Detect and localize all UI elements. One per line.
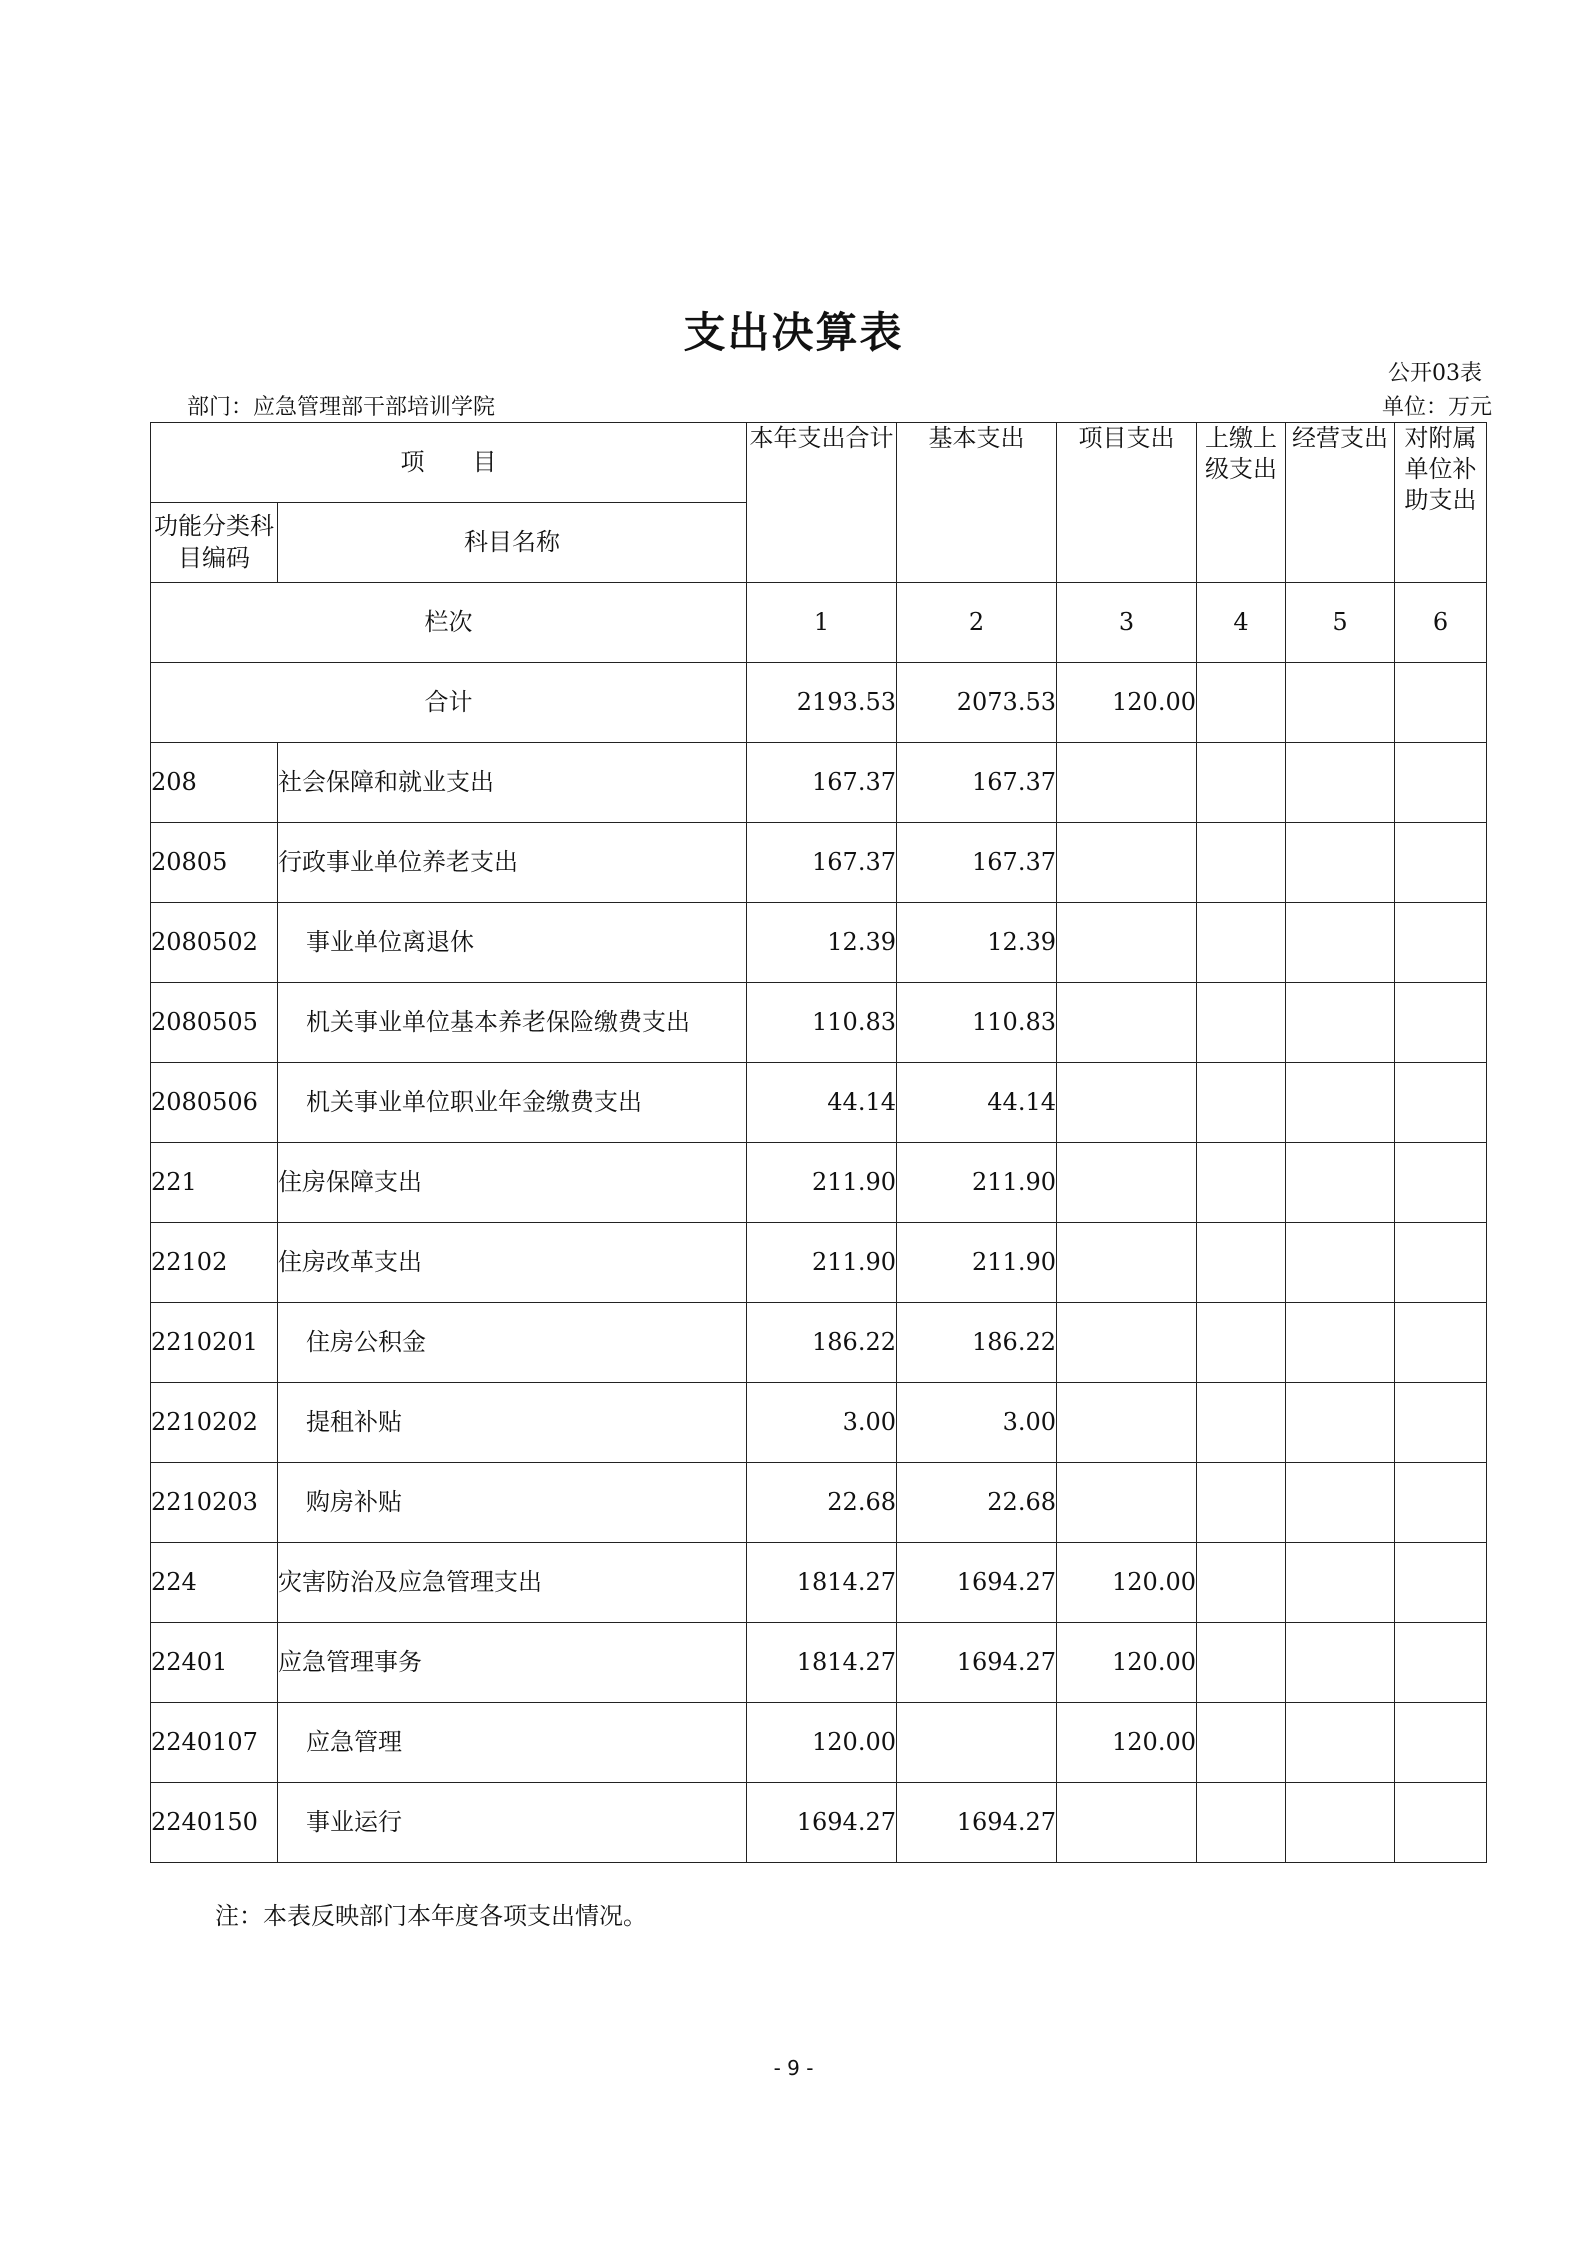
amount-cell: 44.14 — [747, 1063, 897, 1143]
amount-cell — [1197, 1543, 1286, 1623]
amount-cell — [1197, 1383, 1286, 1463]
amount-cell: 186.22 — [897, 1303, 1057, 1383]
amount-cell: 1694.27 — [897, 1623, 1057, 1703]
amount-cell: 167.37 — [747, 743, 897, 823]
amount-cell — [1197, 1463, 1286, 1543]
amount-cell — [1395, 1623, 1487, 1703]
amount-cell — [1286, 1623, 1395, 1703]
amount-cell: 110.83 — [897, 983, 1057, 1063]
subject-name: 应急管理事务 — [278, 1623, 747, 1703]
subject-code: 2210202 — [151, 1383, 278, 1463]
amount-cell: 211.90 — [897, 1223, 1057, 1303]
amount-cell — [1197, 1223, 1286, 1303]
amount-cell — [1286, 1703, 1395, 1783]
amount-cell: 110.83 — [747, 983, 897, 1063]
amount-cell — [1057, 1463, 1197, 1543]
header-row-1 — [151, 423, 1487, 503]
header-subsidiary-subsidy: 对附属单位补助支出 — [1395, 423, 1487, 583]
amount-cell — [1057, 983, 1197, 1063]
table-row — [151, 983, 1487, 1063]
column-index-label: 栏次 — [151, 583, 747, 663]
amount-cell — [1395, 1783, 1487, 1863]
subject-code: 20805 — [151, 823, 278, 903]
header-subject-name: 科目名称 — [278, 503, 747, 583]
amount-cell: 1694.27 — [897, 1783, 1057, 1863]
total-value: 2073.53 — [897, 663, 1057, 743]
subject-name: 事业运行 — [278, 1783, 747, 1863]
total-label: 合计 — [151, 663, 747, 743]
amount-cell: 22.68 — [897, 1463, 1057, 1543]
table-row — [151, 1383, 1487, 1463]
amount-cell — [1395, 1383, 1487, 1463]
amount-cell — [1057, 1143, 1197, 1223]
amount-cell: 211.90 — [897, 1143, 1057, 1223]
amount-cell — [1197, 1303, 1286, 1383]
header-project: 项 目 — [151, 423, 747, 503]
subject-code: 2240107 — [151, 1703, 278, 1783]
amount-cell — [1286, 1783, 1395, 1863]
header-project-expenditure: 项目支出 — [1057, 423, 1197, 583]
amount-cell — [1395, 743, 1487, 823]
subject-code: 22102 — [151, 1223, 278, 1303]
subject-name: 社会保障和就业支出 — [278, 743, 747, 823]
amount-cell: 167.37 — [897, 743, 1057, 823]
amount-cell: 3.00 — [897, 1383, 1057, 1463]
amount-cell — [1197, 1063, 1286, 1143]
table-row — [151, 1463, 1487, 1543]
amount-cell — [1286, 1063, 1395, 1143]
page-number: - 9 - — [773, 2056, 814, 2080]
amount-cell: 1694.27 — [897, 1543, 1057, 1623]
table-row — [151, 1783, 1487, 1863]
expenditure-table — [150, 422, 1487, 1863]
amount-cell — [1057, 823, 1197, 903]
table-row — [151, 1623, 1487, 1703]
amount-cell: 1814.27 — [747, 1543, 897, 1623]
amount-cell — [1197, 983, 1286, 1063]
subject-name: 提租补贴 — [278, 1383, 747, 1463]
unit-label: 单位：万元 — [1381, 395, 1492, 420]
header-code: 功能分类科目编码 — [151, 503, 278, 583]
amount-cell: 44.14 — [897, 1063, 1057, 1143]
amount-cell — [1057, 1783, 1197, 1863]
amount-cell — [1395, 1703, 1487, 1783]
amount-cell: 12.39 — [897, 903, 1057, 983]
column-index-row — [151, 583, 1487, 663]
department-label: 部门：应急管理部干部培训学院 — [187, 395, 496, 420]
column-index-cell: 1 — [747, 583, 897, 663]
amount-cell — [1395, 1143, 1487, 1223]
amount-cell — [1197, 743, 1286, 823]
page-title: 支出决算表 — [683, 308, 904, 357]
subject-code: 224 — [151, 1543, 278, 1623]
amount-cell: 3.00 — [747, 1383, 897, 1463]
subject-name: 住房改革支出 — [278, 1223, 747, 1303]
table-row — [151, 823, 1487, 903]
amount-cell — [1395, 1463, 1487, 1543]
amount-cell: 120.00 — [1057, 1543, 1197, 1623]
amount-cell — [1057, 743, 1197, 823]
amount-cell — [1286, 1303, 1395, 1383]
amount-cell — [1286, 903, 1395, 983]
subject-code: 2240150 — [151, 1783, 278, 1863]
amount-cell: 12.39 — [747, 903, 897, 983]
amount-cell — [1197, 1623, 1286, 1703]
subject-code: 2080505 — [151, 983, 278, 1063]
amount-cell — [1286, 1463, 1395, 1543]
amount-cell: 1814.27 — [747, 1623, 897, 1703]
amount-cell — [1197, 1143, 1286, 1223]
table-row — [151, 1703, 1487, 1783]
amount-cell: 120.00 — [1057, 1703, 1197, 1783]
column-index-cell: 6 — [1395, 583, 1487, 663]
header-business-expenditure: 经营支出 — [1286, 423, 1395, 583]
column-index-cell: 2 — [897, 583, 1057, 663]
amount-cell — [1057, 903, 1197, 983]
header-total-expenditure: 本年支出合计 — [747, 423, 897, 583]
amount-cell: 211.90 — [747, 1143, 897, 1223]
subject-code: 2210203 — [151, 1463, 278, 1543]
amount-cell — [1197, 1783, 1286, 1863]
amount-cell: 120.00 — [1057, 1623, 1197, 1703]
amount-cell — [1395, 1543, 1487, 1623]
amount-cell — [1057, 1383, 1197, 1463]
amount-cell — [1286, 823, 1395, 903]
subject-name: 行政事业单位养老支出 — [278, 823, 747, 903]
subject-code: 221 — [151, 1143, 278, 1223]
subject-name: 事业单位离退休 — [278, 903, 747, 983]
amount-cell — [1395, 1063, 1487, 1143]
amount-cell — [1286, 1383, 1395, 1463]
amount-cell: 1694.27 — [747, 1783, 897, 1863]
total-value — [1286, 663, 1395, 743]
subject-code: 2080502 — [151, 903, 278, 983]
subject-name: 机关事业单位职业年金缴费支出 — [278, 1063, 747, 1143]
amount-cell — [1395, 1223, 1487, 1303]
amount-cell: 22.68 — [747, 1463, 897, 1543]
table-row — [151, 1143, 1487, 1223]
amount-cell: 120.00 — [747, 1703, 897, 1783]
amount-cell — [1197, 823, 1286, 903]
total-value: 2193.53 — [747, 663, 897, 743]
subject-code: 208 — [151, 743, 278, 823]
table-row — [151, 903, 1487, 983]
amount-cell — [1286, 1143, 1395, 1223]
subject-name: 住房公积金 — [278, 1303, 747, 1383]
subject-code: 2210201 — [151, 1303, 278, 1383]
amount-cell — [1286, 983, 1395, 1063]
total-value: 120.00 — [1057, 663, 1197, 743]
header-basic-expenditure: 基本支出 — [897, 423, 1057, 583]
subject-name: 购房补贴 — [278, 1463, 747, 1543]
subject-name: 机关事业单位基本养老保险缴费支出 — [278, 983, 747, 1063]
total-value — [1395, 663, 1487, 743]
amount-cell — [1197, 1703, 1286, 1783]
amount-cell — [1395, 823, 1487, 903]
subject-code: 22401 — [151, 1623, 278, 1703]
amount-cell — [1286, 1223, 1395, 1303]
header-remit-superior: 上缴上级支出 — [1197, 423, 1286, 583]
amount-cell: 186.22 — [747, 1303, 897, 1383]
amount-cell: 211.90 — [747, 1223, 897, 1303]
table-row — [151, 1063, 1487, 1143]
subject-name: 住房保障支出 — [278, 1143, 747, 1223]
amount-cell — [1197, 903, 1286, 983]
amount-cell — [897, 1703, 1057, 1783]
amount-cell: 167.37 — [747, 823, 897, 903]
total-value — [1197, 663, 1286, 743]
column-index-cell: 3 — [1057, 583, 1197, 663]
table-row — [151, 1543, 1487, 1623]
subject-name: 灾害防治及应急管理支出 — [278, 1543, 747, 1623]
column-index-cell: 4 — [1197, 583, 1286, 663]
table-row — [151, 1303, 1487, 1383]
table-row — [151, 1223, 1487, 1303]
table-row — [151, 743, 1487, 823]
total-row — [151, 663, 1487, 743]
amount-cell — [1395, 1303, 1487, 1383]
form-number: 公开03表 — [1388, 361, 1482, 386]
subject-code: 2080506 — [151, 1063, 278, 1143]
amount-cell — [1057, 1063, 1197, 1143]
amount-cell — [1057, 1303, 1197, 1383]
amount-cell — [1395, 903, 1487, 983]
amount-cell: 167.37 — [897, 823, 1057, 903]
table-note: 注：本表反映部门本年度各项支出情况。 — [215, 1902, 647, 1930]
amount-cell — [1057, 1223, 1197, 1303]
column-index-cell: 5 — [1286, 583, 1395, 663]
amount-cell — [1286, 1543, 1395, 1623]
subject-name: 应急管理 — [278, 1703, 747, 1783]
amount-cell — [1395, 983, 1487, 1063]
amount-cell — [1286, 743, 1395, 823]
